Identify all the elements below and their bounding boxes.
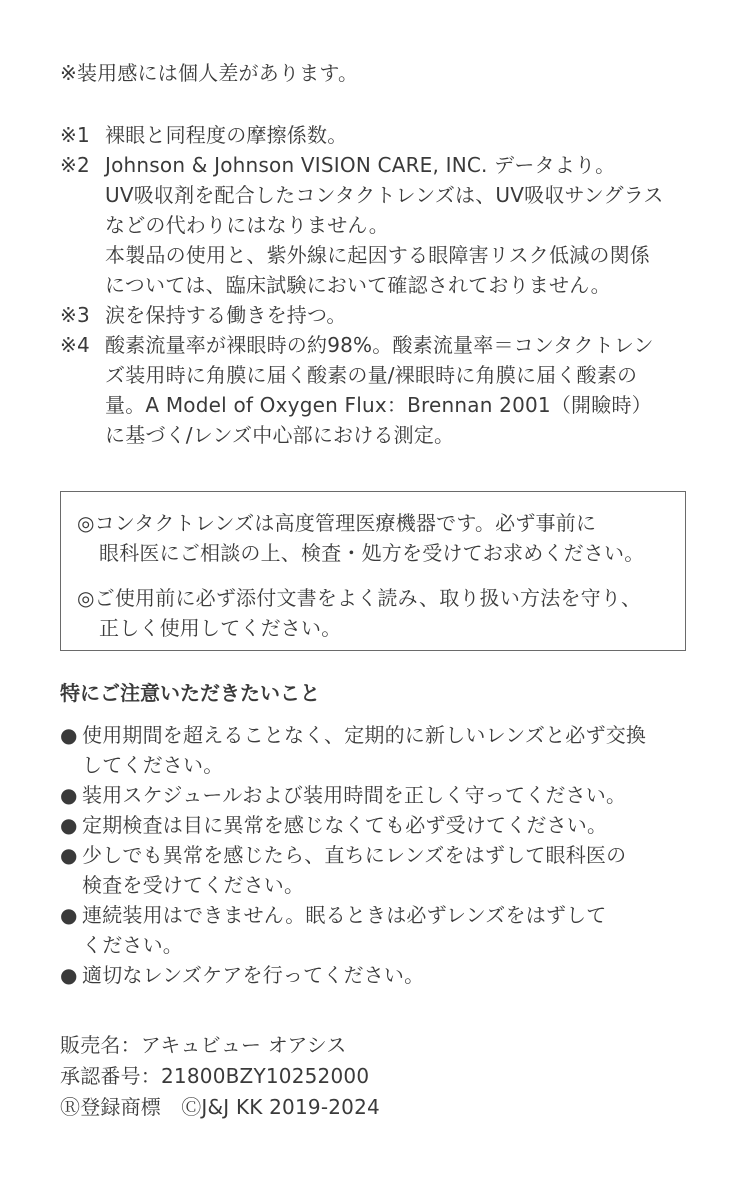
bullet-icon: ● xyxy=(60,813,78,837)
caution-line: 定期検査は目に異常を感じなくても必ず受けてください。 xyxy=(82,813,608,837)
footnote-line: 酸素流量率が裸眼時の約98%。酸素流量率＝コンタクトレン xyxy=(105,333,654,357)
caution-item xyxy=(60,810,692,840)
caution-line: してください。 xyxy=(82,753,224,777)
caution-item xyxy=(60,780,692,810)
fit-disclaimer: ※装用感には個人差があります。 xyxy=(60,61,359,85)
warning-line: ◎ご使用前に必ず添付文書をよく読み、取り扱い方法を守り、 xyxy=(77,586,642,610)
footnote-line: については、臨床試験において確認されておりません。 xyxy=(105,273,611,297)
footnote-mark: ※1 xyxy=(60,123,90,147)
footnote-line: 本製品の使用と、紫外線に起因する眼障害リスク低減の関係 xyxy=(105,243,650,267)
caution-line: 検査を受けてください。 xyxy=(82,873,305,897)
footnote-1 xyxy=(60,120,692,150)
footnote-4 xyxy=(60,330,692,450)
warning-item-1 xyxy=(77,508,677,568)
caution-item xyxy=(60,720,692,780)
warning-line: 正しく使用してください。 xyxy=(99,616,342,640)
footnote-line: に基づく/レンズ中心部における測定。 xyxy=(105,423,455,447)
approval-number: 承認番号：21800BZY10252000 xyxy=(60,1064,370,1088)
medical-device-warning-box xyxy=(60,491,686,651)
caution-line: 使用期間を超えることなく、定期的に新しいレンズと必ず交換 xyxy=(82,723,647,747)
footnote-mark: ※4 xyxy=(60,333,90,357)
caution-list xyxy=(60,720,692,990)
footnote-line: 裸眼と同程度の摩擦係数。 xyxy=(105,123,348,147)
bullet-icon: ● xyxy=(60,783,78,807)
caution-line: 少しでも異常を感じたら、直ちにレンズをはずして眼科医の xyxy=(82,843,627,867)
caution-line: 適切なレンズケアを行ってください。 xyxy=(82,963,425,987)
bullet-icon: ● xyxy=(60,723,78,747)
footnote-line: Johnson & Johnson VISION CARE, INC. データより。 xyxy=(105,153,616,177)
caution-line: 連続装用はできません。眠るときは必ずレンズをはずして xyxy=(82,903,607,927)
caution-heading: 特にご注意いただきたいこと xyxy=(60,681,320,705)
footnote-line: 涙を保持する働きを持つ。 xyxy=(105,303,347,327)
trademark-copyright: Ⓡ登録商標 ⒸJ&J KK 2019-2024 xyxy=(60,1095,380,1119)
warning-line: 眼科医にご相談の上、検査・処方を受けてお求めください。 xyxy=(99,541,645,565)
footnote-line: UV吸収剤を配合したコンタクトレンズは、UV吸収サングラス xyxy=(105,183,664,207)
warning-line: ◎コンタクトレンズは高度管理医療機器です。必ず事前に xyxy=(77,511,597,535)
bullet-icon: ● xyxy=(60,963,78,987)
sales-name: 販売名：アキュビュー オアシス xyxy=(60,1033,347,1057)
warning-item-2 xyxy=(77,583,677,643)
bullet-icon: ● xyxy=(60,903,78,927)
footnote-3 xyxy=(60,300,692,330)
footnote-2 xyxy=(60,150,692,300)
footnote-line: ズ装用時に角膜に届く酸素の量/裸眼時に角膜に届く酸素の xyxy=(105,363,638,387)
bullet-icon: ● xyxy=(60,843,78,867)
caution-line: ください。 xyxy=(82,933,183,957)
caution-item xyxy=(60,840,692,900)
footnote-line: などの代わりにはなりません。 xyxy=(105,213,389,237)
footnotes-list xyxy=(60,120,692,450)
footnote-mark: ※3 xyxy=(60,303,90,327)
product-footer xyxy=(60,1030,380,1123)
caution-item xyxy=(60,960,692,990)
caution-line: 装用スケジュールおよび装用時間を正しく守ってください。 xyxy=(82,783,627,807)
caution-item xyxy=(60,900,692,960)
footnote-mark: ※2 xyxy=(60,153,90,177)
footnote-line: 量。A Model of Oxygen Flux：Brennan 2001（開瞼時） xyxy=(105,393,652,417)
